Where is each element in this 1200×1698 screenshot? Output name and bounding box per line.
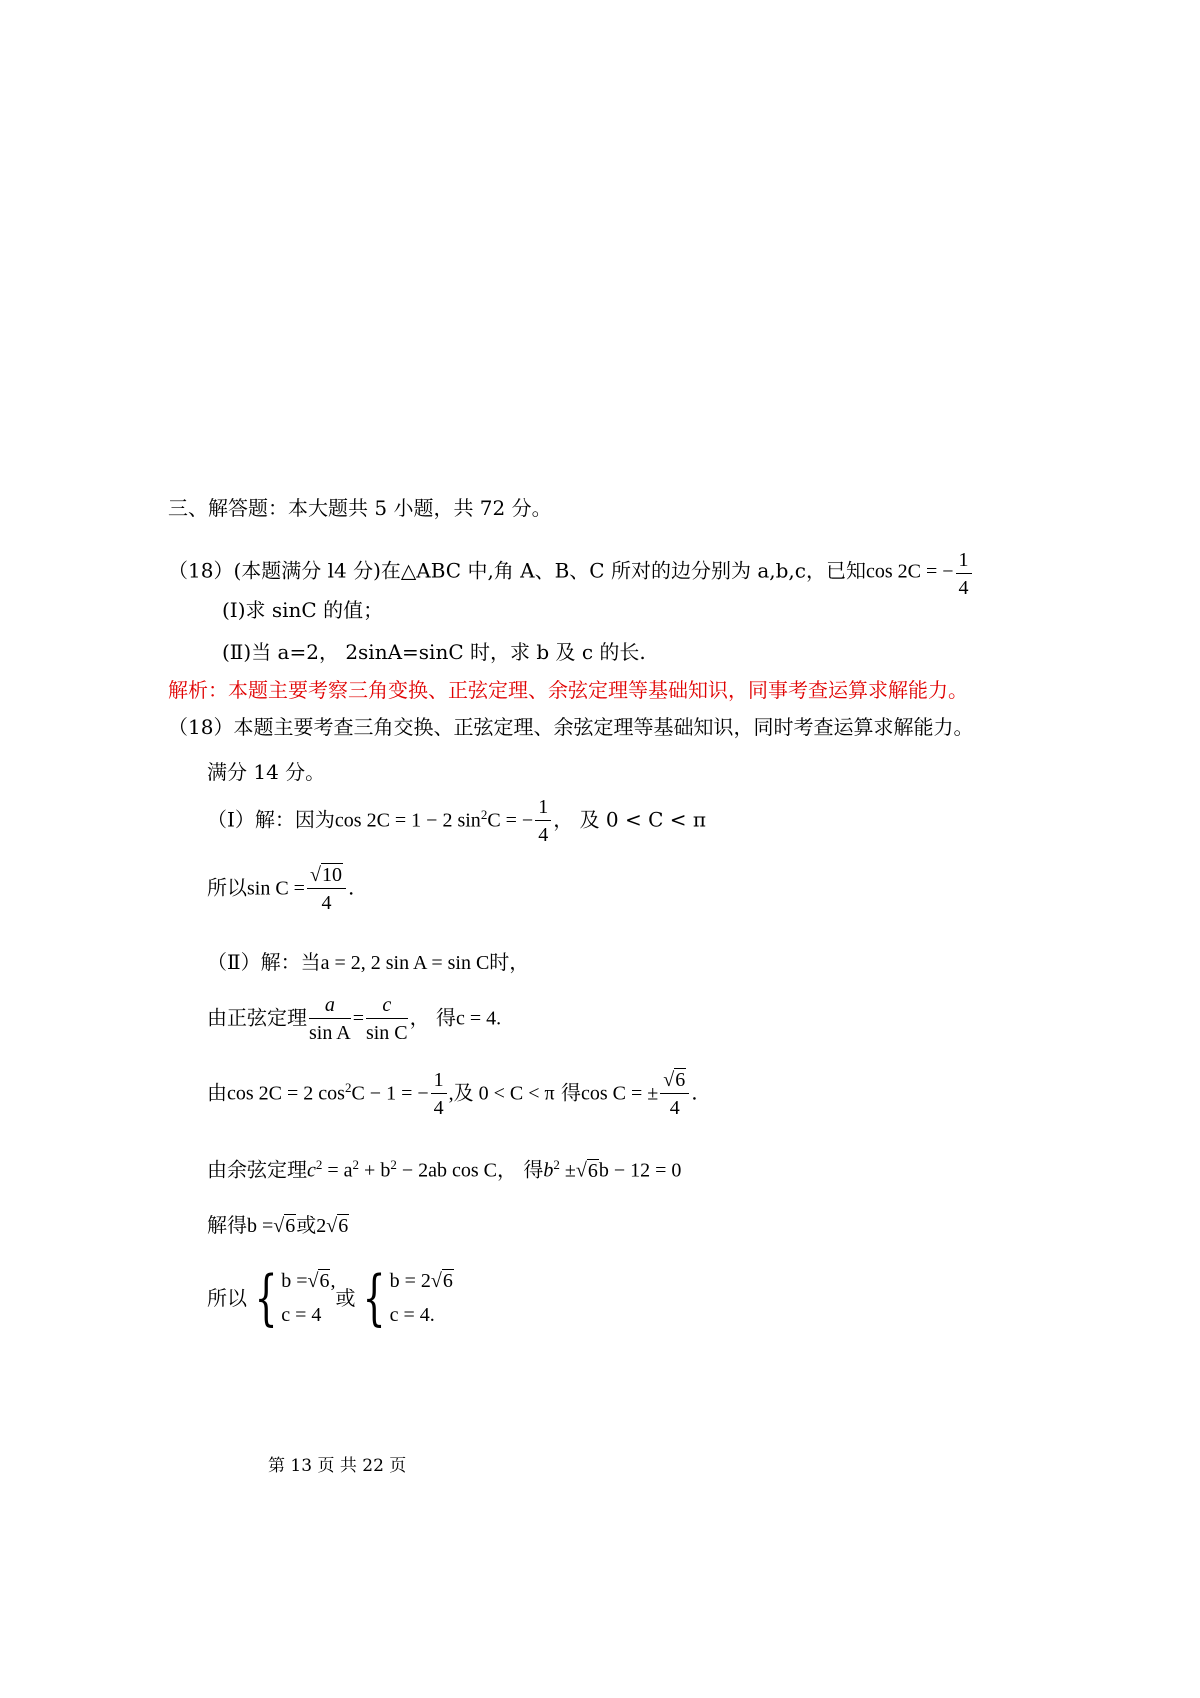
p2-expr: a = 2, 2 sin A = sin C xyxy=(320,952,490,974)
p1-label: （Ⅰ）解：因为 xyxy=(207,807,335,832)
solution-intro: （18）本题主要考查三角交换、正弦定理、余弦定理等基础知识，同时考查运算求解能力。 xyxy=(168,715,974,739)
sine-n1: a xyxy=(309,995,351,1019)
p1b-num-rad: 10 xyxy=(321,864,342,886)
cos-den: 4 xyxy=(433,1097,444,1119)
p2-label: （Ⅱ）解：当 xyxy=(207,950,321,974)
analysis: 解析：本题主要考察三角变换、正弦定理、余弦定理等基础知识，同事考查运算求解能力。 xyxy=(168,678,968,702)
p1-expr2: C = − xyxy=(487,809,534,832)
final-b1-sqrt: √6 xyxy=(307,1270,330,1292)
final-b2-sqrt: √6 xyxy=(430,1270,453,1292)
law-res-sup: 2 xyxy=(553,1157,560,1172)
solve-sqrt-2: √6 xyxy=(326,1215,349,1237)
system-1 xyxy=(281,1264,335,1332)
law-sup-3: 2 xyxy=(390,1157,397,1172)
sine-d1: sin A xyxy=(309,1022,351,1044)
section-title: 三、解答题：本大题共 5 小题，共 72 分。 xyxy=(168,496,552,520)
sine-d2: sin C xyxy=(365,1022,408,1044)
p1b-expr: sin C = xyxy=(247,877,305,900)
law-res-sqrt: √6 xyxy=(575,1159,598,1182)
cos-mid: ,及 0 < C < π xyxy=(448,1082,555,1105)
law-res-rad: 6 xyxy=(587,1159,598,1182)
final-c1: c = 4 xyxy=(281,1304,322,1326)
solve-rad-1: 6 xyxy=(285,1215,296,1237)
solve-two: 2 xyxy=(316,1215,327,1237)
given-fraction xyxy=(956,550,972,598)
sine-law-line xyxy=(207,995,501,1043)
solve-expr: b = xyxy=(247,1215,274,1237)
cos-label: 由 xyxy=(207,1080,227,1105)
problem-head xyxy=(168,548,974,599)
cos-res-fraction xyxy=(660,1070,689,1118)
cos-sup: 2 xyxy=(344,1079,352,1095)
cos-line xyxy=(207,1070,698,1118)
final-b2-row xyxy=(390,1264,454,1298)
solve-sqrt-1: √6 xyxy=(273,1215,296,1237)
cos-num: 1 xyxy=(431,1070,447,1094)
given-lhs: cos 2C = − xyxy=(865,560,954,583)
law-of-cosines-line xyxy=(207,1158,681,1181)
cos-res-tail: . xyxy=(691,1080,698,1105)
cos-res-num: √6 xyxy=(660,1070,689,1094)
final-b2: b = 2 xyxy=(389,1270,431,1292)
p1b-tail: . xyxy=(347,875,355,900)
part1-result xyxy=(207,865,354,913)
part1: (I)求 sinC 的值； xyxy=(222,598,384,622)
law-res-tail: b − 12 = 0 xyxy=(598,1159,682,1182)
p1b-label: 所以 xyxy=(207,875,247,900)
p1-num: 1 xyxy=(535,797,551,821)
sine-n2: c xyxy=(366,995,408,1019)
p1b-den: 4 xyxy=(321,892,332,914)
p1-den: 4 xyxy=(538,824,549,846)
given-den: 4 xyxy=(958,577,969,599)
final-b2-rad: 6 xyxy=(442,1270,453,1292)
p2-tail: 时， xyxy=(489,950,530,974)
part1-solution xyxy=(207,797,706,845)
sine-fraction-1 xyxy=(309,995,351,1043)
system-2 xyxy=(390,1264,454,1332)
cos-get: 得 xyxy=(561,1080,581,1105)
sine-tail: ， 得 xyxy=(409,1005,457,1030)
p1-fraction xyxy=(535,797,551,845)
sine-result: c = 4. xyxy=(456,1007,502,1030)
law-res-pm: ± xyxy=(559,1159,576,1182)
solve-or: 或 xyxy=(296,1213,317,1237)
left-brace-2: { xyxy=(363,1263,387,1333)
p1b-num: √10 xyxy=(307,865,346,889)
page-footer: 第 13 页 共 22 页 xyxy=(268,1456,407,1476)
cos-fraction xyxy=(431,1070,447,1118)
law-label: 由余弦定理 xyxy=(207,1157,307,1182)
law-c: c xyxy=(307,1159,316,1182)
final-c2: c = 4. xyxy=(389,1304,435,1326)
law-rest2: + b xyxy=(359,1159,391,1182)
solve-rad-2: 6 xyxy=(338,1215,349,1237)
solve-line xyxy=(207,1215,349,1236)
law-sup-1: 2 xyxy=(315,1157,323,1172)
score: 满分 14 分。 xyxy=(207,760,326,784)
cos-res-rad: 6 xyxy=(675,1069,686,1091)
part2: (Ⅱ)当 a=2， 2sinA=sinC 时，求 b 及 c 的长. xyxy=(222,640,646,664)
sine-label: 由正弦定理 xyxy=(207,1005,307,1030)
p1-tail: ， 及 0 < C < π xyxy=(553,807,707,832)
solve-label: 解得 xyxy=(207,1213,247,1237)
cos-res-den: 4 xyxy=(669,1097,680,1119)
cos-expr: cos 2C = 2 cos xyxy=(227,1082,345,1105)
sine-eq: = xyxy=(352,1007,364,1030)
given-num: 1 xyxy=(956,550,972,574)
sine-fraction-2 xyxy=(366,995,408,1043)
p1-expr: cos 2C = 1 − 2 sin xyxy=(334,809,481,832)
problem-head-text: （18）(本题满分 l4 分)在△ABC 中,角 A、B、C 所对的边分别为 a,b,c，已知 xyxy=(168,558,866,583)
p1b-fraction xyxy=(307,865,346,913)
final-or: 或 xyxy=(335,1286,356,1310)
final-b1-tail: , xyxy=(330,1270,336,1292)
law-rest1: = a xyxy=(322,1159,353,1182)
p1-sup: 2 xyxy=(480,806,488,822)
cos-res: cos C = ± xyxy=(581,1082,659,1105)
part2-solution xyxy=(207,952,529,973)
law-rest3: − 2ab cos C xyxy=(396,1159,497,1182)
final-b1-rad: 6 xyxy=(319,1270,330,1292)
final-label: 所以 xyxy=(207,1286,247,1310)
final-line xyxy=(207,1264,454,1332)
law-get: ， 得 xyxy=(496,1157,544,1182)
law-res-b: b xyxy=(543,1159,554,1182)
final-b1-row xyxy=(281,1264,335,1298)
final-b1: b = xyxy=(281,1270,308,1292)
cos-expr2: C − 1 = − xyxy=(351,1082,429,1105)
left-brace-1: { xyxy=(254,1263,278,1333)
law-sup-2: 2 xyxy=(352,1157,360,1172)
